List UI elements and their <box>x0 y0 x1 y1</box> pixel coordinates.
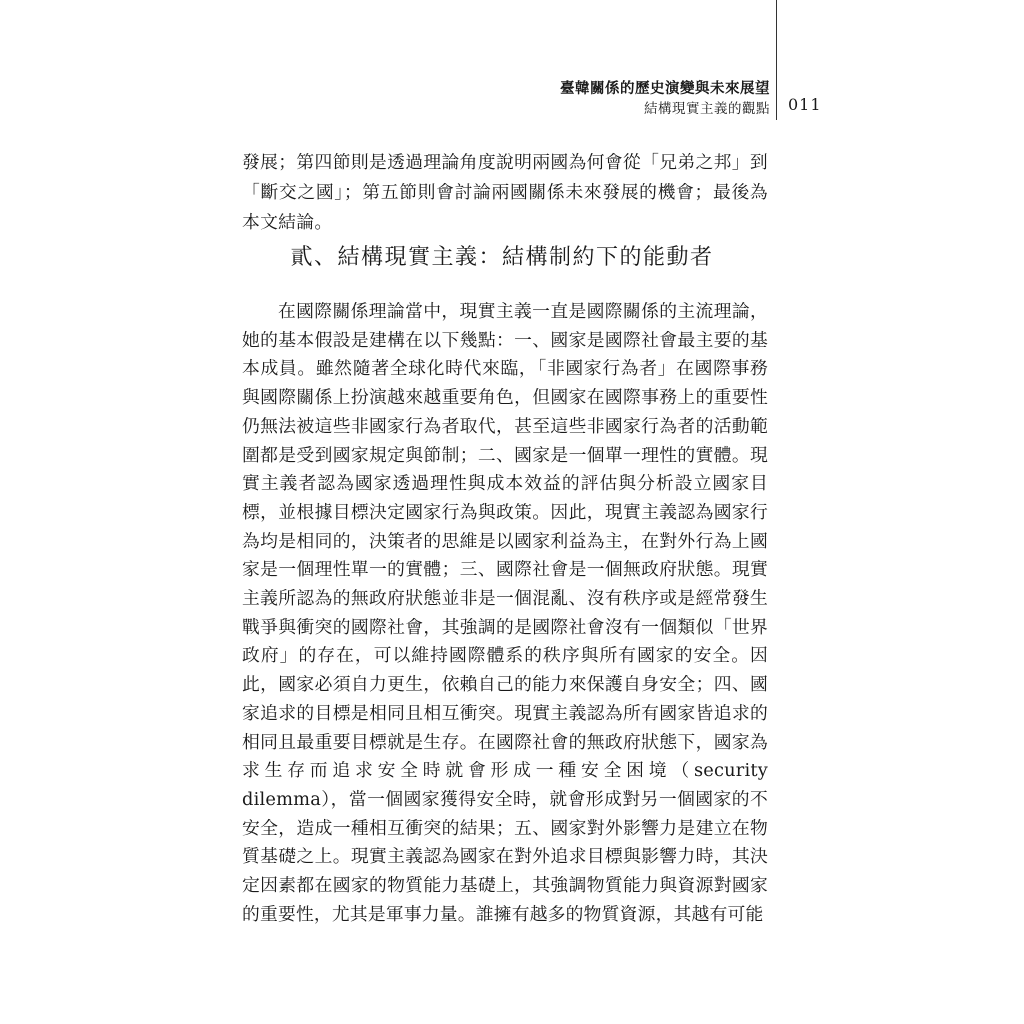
chapter-title: 結構現實主義的觀點 <box>644 101 770 117</box>
section-heading: 貳、結構現實主義：結構制約下的能動者 <box>290 245 714 270</box>
intro-paragraph <box>242 148 768 238</box>
section-paragraph: 在國際關係理論當中，現實主義一直是國際關係的主流理論，她的基本假設是建構在以下幾點：一、國家是國際社會最主要的基本成員。雖然隨著全球化時代來臨，「非國家行為者」在國際事務與國際關係上扮演越來越重要角色，但國家在國際事務上的重要性仍無法被這些非國家行為者取代，甚至這些非國家行為者的活動範圍都是受到國家規定與節制；二、國家是一個單一理性的實體。現實主義者認為國家透過理性與成本效益的評估與分析設立國家目標，並根據目標決定國家行為與政策。因此，現實主義認為國家行為均是相同的，決策者的思維是以國家利益為主，在對外行為上國家是一個理性單一的實體；三、國際社會是一個無政府狀態。現實主義所認為的無政府狀態並非是一個混亂、沒有秩序或是經常發生戰爭與衝突的國際社會，其強調的是國際社會沒有一個類似「世界政府」的存在，可以維持國際體系的秩序與所有國家的安全。因此，國家必須自力更生，依賴自己的能力來保護自身安全；四、國家追求的目標是相同且相互衝突。現實主義認為所有國家皆追求的相同且最重要目標就是生存。在國際社會的無政府狀態下，國家為求生存而追求安全時就會形成一種安全困境（security dilemma），當一個國家獲得安全時，就會形成對另一個國家的不安全，造成一種相互衝突的結果；五、國家對外影響力是建立在物質基礎之上。現實主義認為國家在對外追求目標與影響力時，其決定因素都在國家的物質能力基礎上，其強調物質能力與資源對國家的重要性，尤其是軍事力量。誰擁有越多的物質資源，其越有可能 <box>242 301 768 925</box>
book-title: 臺韓關係的歷史演變與未來展望 <box>560 80 770 97</box>
intro-paragraph-text: 發展；第四節則是透過理論角度說明兩國為何會從「兄弟之邦」到「斷交之國」；第五節則會討論兩國關係未來發展的機會；最後為本文結論。 <box>242 152 768 233</box>
section-body <box>242 298 768 929</box>
page-number: 011 <box>788 95 822 114</box>
running-head <box>560 79 770 119</box>
header-divider <box>776 0 777 120</box>
